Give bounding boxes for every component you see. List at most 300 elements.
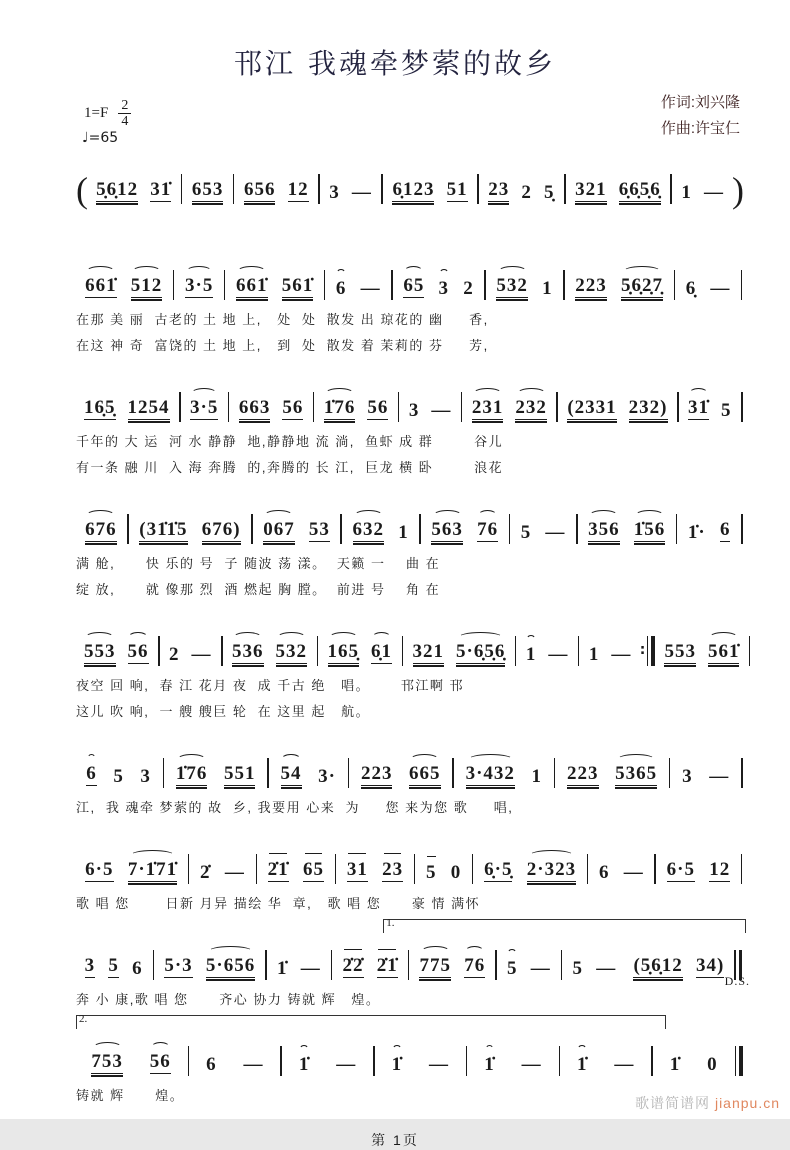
note-token: 1 — [542, 278, 553, 299]
barline-stroke — [233, 174, 235, 204]
note-token: 3·5 — [190, 397, 219, 418]
measure — [224, 642, 315, 668]
note-token: 23 — [488, 179, 510, 200]
measure — [401, 401, 460, 424]
note-token: 563 — [431, 519, 463, 540]
note-token: 5·656 — [205, 955, 256, 976]
barline-stroke — [340, 514, 342, 544]
barline-stroke — [576, 514, 578, 544]
barline-stroke — [677, 392, 679, 422]
notes-row — [76, 1032, 744, 1078]
note-token: 632 — [352, 519, 385, 540]
measure — [422, 520, 507, 546]
note-token: 3·432 — [465, 763, 515, 784]
note-token: 5̣ — [543, 182, 555, 203]
systems — [0, 160, 790, 1104]
note-token: 56 — [127, 641, 149, 662]
note-token: 1̇ — [298, 1054, 310, 1075]
measure — [88, 180, 179, 206]
barline-stroke — [419, 514, 421, 544]
note-token: (31̇1̇5 — [139, 519, 188, 540]
note-token: 12 — [287, 179, 309, 200]
note-token: 653 — [191, 179, 224, 200]
note-token: 3·5 — [184, 275, 214, 296]
barline-stroke — [515, 636, 517, 666]
measure — [184, 180, 232, 206]
note-token: 56 — [282, 397, 304, 418]
measure — [191, 863, 254, 886]
measure — [405, 642, 514, 668]
barline-stroke — [221, 636, 223, 666]
note-token: 5·3 — [164, 955, 193, 976]
note-token: 51 — [446, 179, 468, 200]
repeat-dots: ∶ — [640, 643, 645, 659]
barline-stroke — [280, 1046, 282, 1076]
note-token: 6̣·5̣ — [484, 859, 513, 880]
note-token: — — [243, 1054, 264, 1075]
notes-row — [76, 936, 744, 982]
measure — [581, 645, 640, 668]
barline-stroke — [484, 270, 486, 300]
note-token: 1 — [398, 522, 409, 543]
note-token: 56 — [367, 397, 389, 418]
note-token: 512 — [130, 275, 163, 296]
measure — [351, 764, 451, 790]
note-token: 656 — [243, 179, 276, 200]
barline-stroke — [324, 270, 326, 300]
note-token: — — [300, 958, 321, 979]
barline-stroke — [651, 1046, 653, 1076]
note-token: 0 — [450, 862, 462, 883]
notes-row — [76, 500, 744, 546]
note-token: 3 — [682, 766, 693, 787]
barline-stroke — [578, 636, 580, 666]
note-token: 561̇ — [281, 275, 314, 296]
barline-stroke — [561, 950, 563, 980]
lyrics-line: 夜空 回 响, 春 江 花月 夜 成 千古 绝 唱。 邗江啊 邗 — [76, 678, 464, 693]
measure — [176, 276, 223, 302]
measure — [469, 1055, 557, 1078]
note-token: 6̣1 — [371, 641, 392, 662]
measure — [498, 959, 559, 982]
music-system — [76, 744, 744, 816]
note-token: 6 — [335, 278, 347, 299]
note-token: 1̇56 — [633, 519, 666, 540]
note-token: — — [710, 278, 731, 299]
barline-stroke — [587, 854, 589, 884]
measure — [376, 1055, 464, 1078]
note-token: 65 — [403, 275, 425, 296]
note-token: 2·323 — [526, 859, 577, 880]
measure — [316, 398, 397, 424]
barline-stroke — [373, 1046, 375, 1076]
note-token: 31 — [346, 859, 368, 880]
note-token: 6 — [86, 763, 97, 784]
measure — [161, 645, 220, 668]
note-token: 6 — [719, 519, 731, 540]
music-system — [76, 378, 744, 476]
barline-stroke — [564, 174, 566, 204]
barline-stroke-thick — [739, 1046, 743, 1076]
barline-stroke — [256, 854, 258, 884]
measure — [566, 276, 672, 302]
measure — [590, 863, 653, 886]
barline-stroke — [313, 392, 315, 422]
barline-stroke — [188, 1046, 190, 1076]
note-token: 067 — [263, 519, 295, 540]
barline-stroke — [477, 174, 479, 204]
note-token: 5 — [108, 955, 119, 976]
note-token: 5·6̣5̣6̣ — [456, 641, 506, 662]
note-token: 5 — [506, 958, 518, 979]
barline-stroke — [127, 514, 129, 544]
note-token: 231 — [471, 397, 504, 418]
note-token: 532 — [496, 275, 528, 296]
note-token: 0 — [707, 1054, 718, 1075]
note-token: 321 — [575, 179, 607, 200]
measure — [236, 180, 317, 206]
note-token: 1 — [525, 644, 537, 665]
music-system — [76, 500, 744, 598]
notes-row — [76, 840, 744, 886]
quarter-note-icon: ♩ — [82, 130, 89, 146]
barline-stroke — [224, 270, 226, 300]
measure — [680, 398, 740, 424]
barline-stroke — [181, 174, 183, 204]
barline-stroke — [414, 854, 416, 884]
lyrics-line: 这儿 吹 响, 一 艘 艘巨 轮 在 这里 起 航。 — [76, 704, 371, 719]
note-token: 753 — [91, 1051, 123, 1072]
key-signature — [84, 98, 131, 130]
note-token: 6 — [206, 1054, 217, 1075]
header-meta — [0, 82, 790, 160]
note-token: 1̇76 — [323, 397, 356, 418]
measure — [231, 398, 312, 424]
note-token: 232) — [628, 397, 668, 418]
barline-stroke — [318, 174, 320, 204]
barline-stroke — [741, 392, 743, 422]
measure — [417, 863, 471, 886]
measure — [475, 860, 585, 886]
notes-row — [76, 160, 744, 210]
barline-stroke — [408, 950, 410, 980]
note-token: 553 — [84, 641, 116, 662]
barline-stroke — [265, 950, 267, 980]
notes-row — [76, 622, 744, 668]
note-token: 3· — [318, 766, 336, 787]
note-token: 5365 — [615, 763, 658, 784]
note-token: 676) — [201, 519, 241, 540]
note-token: — — [611, 644, 632, 665]
measure — [76, 520, 126, 546]
note-token: — — [224, 862, 245, 883]
barline-stroke — [472, 854, 474, 884]
note-token: 2̇2̇ — [342, 955, 364, 976]
barline-stroke — [381, 174, 383, 204]
note-token: 7·1̇71̇ — [127, 859, 178, 880]
note-token: — — [545, 522, 566, 543]
note-token: 2 — [463, 278, 474, 299]
measure — [487, 276, 561, 302]
barline-stroke — [556, 392, 558, 422]
note-token: 2̇ — [200, 862, 211, 883]
barline-stroke — [554, 758, 556, 788]
measure — [156, 956, 264, 982]
barline — [740, 392, 745, 422]
measure — [672, 767, 740, 790]
measure — [480, 180, 562, 206]
barline-stroke — [402, 636, 404, 666]
final-barline — [733, 1046, 744, 1076]
measure — [130, 520, 249, 546]
note-token: 56 — [149, 1051, 171, 1072]
note-token: 1̇ — [391, 1054, 403, 1075]
measure — [567, 180, 669, 206]
barline-stroke — [317, 636, 319, 666]
measure — [334, 956, 406, 982]
barline-stroke — [228, 392, 230, 422]
repeat-barline — [639, 636, 656, 666]
note-token: — — [428, 1054, 449, 1075]
credits — [661, 90, 740, 141]
measure — [656, 642, 747, 668]
measure — [673, 183, 732, 206]
note-token: — — [596, 958, 617, 979]
measure — [579, 520, 674, 546]
note-token: 661̇ — [85, 275, 117, 296]
note-token: 2̇1̇ — [267, 859, 289, 880]
composer: 作曲:许宝仁 — [660, 119, 740, 137]
barline-stroke — [251, 514, 253, 544]
note-token: 2 — [169, 644, 180, 665]
music-system — [76, 256, 744, 354]
lyrics-line: 铸就 辉 煌。 — [76, 1088, 185, 1103]
measure — [227, 276, 322, 302]
note-token: 6̣123 — [392, 179, 435, 200]
note-token: 676 — [85, 519, 117, 540]
note-token: 6 — [598, 862, 610, 883]
barline-stroke — [563, 270, 565, 300]
note-token: — — [703, 182, 724, 203]
music-system — [76, 840, 744, 912]
measure — [411, 956, 494, 982]
note-token: 321 — [412, 641, 444, 662]
note-token: 1 — [588, 644, 600, 665]
barline-stroke — [749, 636, 751, 666]
note-token: — — [548, 644, 569, 665]
note-token: 223 — [360, 763, 393, 784]
note-token: — — [431, 400, 452, 421]
note-token: 1̇ — [669, 1054, 681, 1075]
barline-stroke — [676, 514, 678, 544]
note-token: 223 — [567, 763, 599, 784]
time-signature — [118, 98, 131, 130]
barline-stroke — [391, 270, 393, 300]
note-token: 6̣ — [685, 278, 697, 299]
note-token: 65 — [302, 859, 324, 880]
lyrics-line: 歌 唱 您 日新 月异 描绘 华 章, 歌 唱 您 豪 情 满怀 — [76, 896, 481, 911]
note-token: — — [530, 958, 551, 979]
note-token: 532 — [275, 641, 307, 662]
measure — [562, 1055, 650, 1078]
lyrics-line: 绽 放, 就 像那 烈 酒 燃起 胸 膛。 前进 号 角 在 — [76, 582, 441, 597]
measure — [559, 398, 675, 424]
close-paren: ) — [732, 170, 744, 210]
page-number: 第 1页 — [371, 1132, 419, 1148]
watermark-site-name: 歌谱简谱网 — [635, 1095, 711, 1111]
note-token: 76 — [464, 955, 486, 976]
notes-row — [76, 378, 744, 424]
barline — [740, 514, 745, 544]
note-token: 1̇76 — [175, 763, 208, 784]
song-title: 邗江 我魂牵梦萦的故乡 — [234, 47, 556, 80]
watermark — [635, 1093, 780, 1113]
note-token: 53 — [308, 519, 330, 540]
lyrics-line: 在这 神 奇 富饶的 土 地 上, 到 处 散发 着 茉莉的 芬 芳, — [76, 338, 489, 353]
note-token: 6·5 — [85, 859, 114, 880]
note-token: 5̣6̣2̣7̣ — [620, 275, 663, 296]
measure — [512, 523, 575, 546]
measure — [76, 956, 151, 982]
note-token: — — [191, 644, 212, 665]
note-token: 663 — [238, 397, 271, 418]
note-token: 5̣6̣12 — [96, 179, 139, 200]
tempo-marking — [82, 130, 118, 146]
volta-bracket — [76, 1015, 666, 1029]
note-token: 5 — [572, 958, 583, 979]
measure — [191, 1055, 279, 1078]
measure — [283, 1055, 371, 1078]
barline-stroke — [188, 854, 190, 884]
note-token: 31̇ — [150, 179, 172, 200]
barline-stroke — [670, 174, 672, 204]
measure — [677, 279, 740, 302]
measure — [268, 959, 329, 982]
note-token: 232 — [515, 397, 547, 418]
barline-stroke — [495, 950, 497, 980]
measure — [657, 860, 739, 886]
measure — [254, 520, 339, 546]
barline-stroke — [735, 1046, 737, 1076]
measure — [76, 642, 157, 668]
measure — [182, 398, 226, 424]
barline-stroke — [674, 270, 676, 300]
notes-row — [76, 744, 744, 790]
note-token: 1254 — [127, 397, 170, 418]
note-token: 1̇ — [484, 1054, 495, 1075]
measure — [564, 959, 625, 982]
measure — [320, 642, 401, 668]
note-token: 356 — [588, 519, 620, 540]
note-token: 5 — [520, 522, 532, 543]
volta-label: 2. — [79, 1013, 88, 1025]
barline-stroke — [348, 758, 350, 788]
dal-segno-label: D.S. — [724, 974, 750, 988]
note-token: 553 — [664, 641, 696, 662]
note-token: — — [709, 766, 730, 787]
lyrics-line: 在那 美 丽 古老的 土 地 上, 处 处 散发 出 琼花的 幽 香, — [76, 312, 489, 327]
watermark-link[interactable]: jianpu.cn — [714, 1095, 780, 1111]
barline — [739, 854, 744, 884]
note-token: — — [360, 278, 381, 299]
measure — [679, 520, 740, 546]
measure — [259, 860, 334, 886]
barline-stroke — [654, 854, 656, 884]
measure — [76, 764, 161, 790]
volta-bracket — [383, 919, 746, 933]
note-token: 1 — [681, 182, 692, 203]
note-token: 1̇ — [277, 958, 288, 979]
note-token: — — [351, 182, 372, 203]
measure — [464, 398, 555, 424]
measure — [321, 183, 380, 206]
note-token: 5 — [425, 862, 437, 883]
measure — [76, 276, 171, 302]
barline-stroke — [153, 950, 155, 980]
note-token: 536 — [232, 641, 264, 662]
barline — [747, 636, 752, 666]
music-system — [76, 622, 744, 720]
note-token: 5 — [721, 400, 732, 421]
note-token: 665 — [409, 763, 441, 784]
measure — [76, 1052, 186, 1078]
barline-stroke — [267, 758, 269, 788]
lyrics-line: 奔 小 康,歌 唱 您 齐心 协力 铸就 辉 煌。 — [76, 992, 381, 1007]
measure — [625, 956, 733, 982]
lyrics-line: 有一条 融 川 入 海 奔腾 的,奔腾的 长 江, 巨龙 横 卧 浪花 — [76, 460, 504, 475]
measure — [455, 764, 552, 790]
barline-stroke — [398, 392, 400, 422]
barline-stroke — [179, 392, 181, 422]
barline-stroke — [741, 854, 743, 884]
measure — [394, 276, 483, 302]
lyrics-line: 江, 我 魂牵 梦萦的 故 乡, 我要用 心来 为 您 来为您 歌 唱, — [76, 800, 514, 815]
note-token: 23 — [382, 859, 404, 880]
measure — [654, 1055, 733, 1078]
measure — [338, 860, 413, 886]
note-token: 54 — [280, 763, 302, 784]
note-token: 775 — [419, 955, 451, 976]
barline-stroke — [461, 392, 463, 422]
barline-stroke — [559, 1046, 561, 1076]
note-token: 34) — [696, 955, 725, 976]
meter-denominator: 4 — [118, 113, 131, 129]
note-token: 3 — [329, 182, 340, 203]
barline — [740, 758, 745, 788]
measure — [327, 279, 390, 302]
measure — [76, 398, 178, 424]
barline-stroke — [331, 950, 333, 980]
note-token: 31̇ — [688, 397, 709, 418]
barline-stroke — [163, 758, 165, 788]
measure — [518, 645, 577, 668]
note-token: 661̇ — [236, 275, 268, 296]
note-token: 561̇ — [707, 641, 740, 662]
volta-label: 1. — [386, 917, 395, 929]
measure — [384, 180, 475, 206]
note-token: 6̣6̣5̣6̣ — [618, 179, 661, 200]
barline-stroke-thick — [651, 636, 655, 666]
note-token: 6·5 — [666, 859, 695, 880]
key-label: 1=F — [84, 105, 109, 122]
barline-stroke — [335, 854, 337, 884]
note-token: 1̇ — [577, 1054, 588, 1075]
barline-stroke — [741, 514, 743, 544]
barline-stroke — [741, 758, 743, 788]
note-token: 551 — [223, 763, 256, 784]
note-token: (2331 — [567, 397, 617, 418]
barline-stroke — [452, 758, 454, 788]
